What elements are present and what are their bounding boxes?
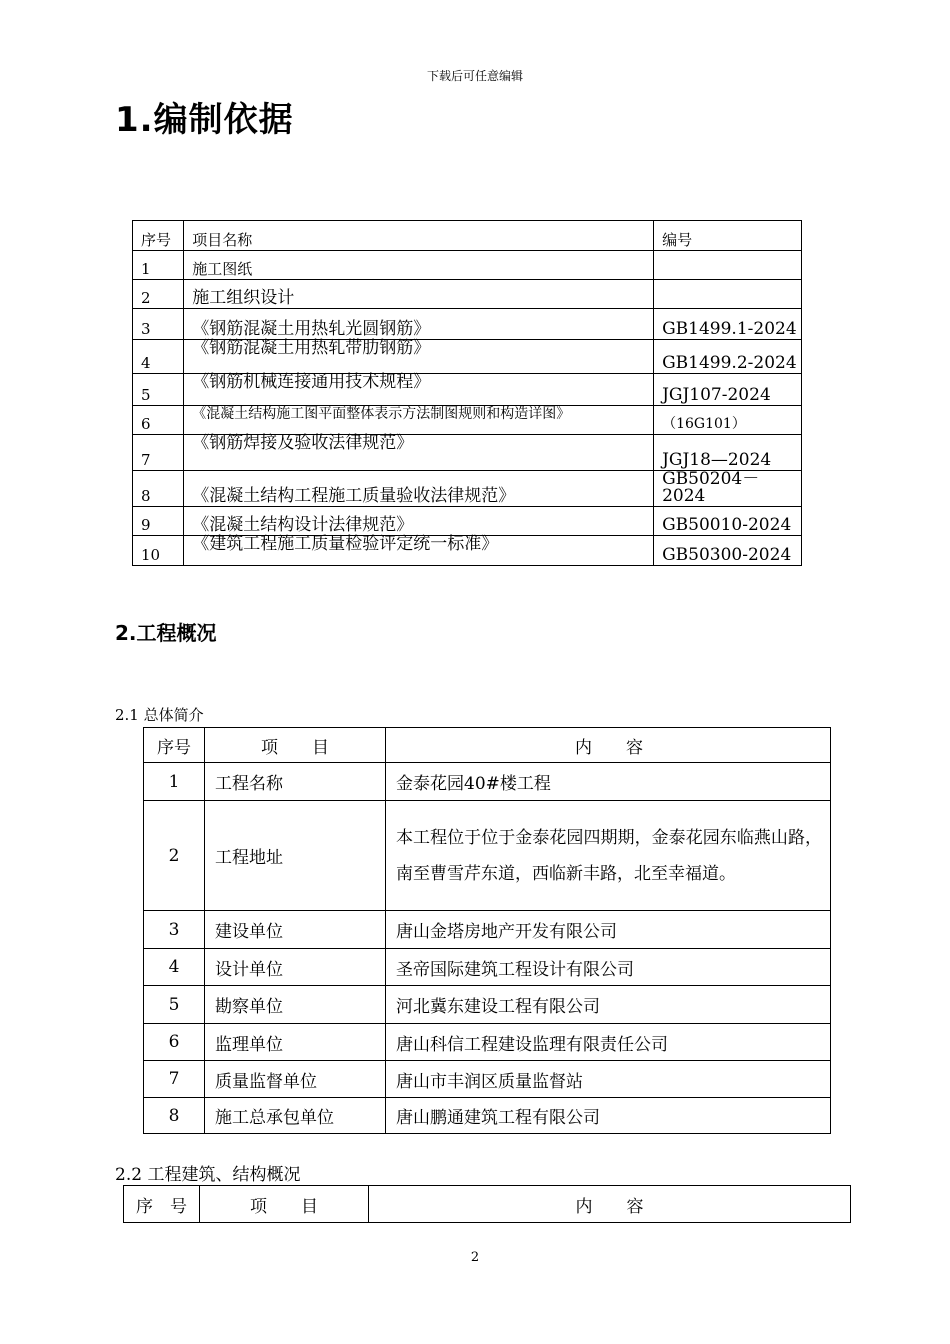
cell-no: 3 xyxy=(133,309,184,340)
cell-item: 施工总承包单位 xyxy=(205,1098,386,1134)
cell-item: 工程地址 xyxy=(205,801,386,911)
cell-content: 本工程位于位于金泰花园四期期，金泰花园东临燕山路，南至曹雪芹东道，西临新丰路，北至幸福道。 xyxy=(386,801,831,911)
cell-code xyxy=(654,280,802,309)
table-header-row xyxy=(124,1186,851,1223)
cell-no: 9 xyxy=(133,507,184,536)
cell-name: 《钢筋混凝土用热轧光圆钢筋》 xyxy=(184,309,654,340)
cell-code: GB50010-2024 xyxy=(654,507,802,536)
table-row xyxy=(133,309,802,340)
cell-name: 《钢筋混凝土用热轧带肋钢筋》 xyxy=(184,340,654,374)
cell-no: 4 xyxy=(144,949,205,986)
cell-no: 5 xyxy=(133,374,184,406)
cell-code: GB1499.2-2024 xyxy=(654,340,802,374)
table-row xyxy=(144,763,831,801)
cell-no: 2 xyxy=(144,801,205,911)
table-row xyxy=(144,801,831,911)
header-cell: 序 号 xyxy=(124,1186,200,1223)
cell-no: 4 xyxy=(133,340,184,374)
cell-content: 唐山鹏通建筑工程有限公司 xyxy=(386,1098,831,1134)
cell-item: 工程名称 xyxy=(205,763,386,801)
table-row xyxy=(133,435,802,471)
table-row xyxy=(144,911,831,949)
cell-name: 《混凝土结构设计法律规范》 xyxy=(184,507,654,536)
header-cell: 项 目 xyxy=(205,728,386,763)
page-number: 2 xyxy=(470,1250,480,1265)
cell-content: 金泰花园40#楼工程 xyxy=(386,763,831,801)
subsection-title: 2.2 工程建筑、结构概况 xyxy=(115,1165,301,1185)
table-row xyxy=(133,536,802,566)
cell-name: 《混凝土结构工程施工质量验收法律规范》 xyxy=(184,471,654,507)
table-row xyxy=(133,406,802,435)
table-row xyxy=(144,1098,831,1134)
page-header: 下载后可任意编辑 xyxy=(426,69,523,83)
cell-name: 《混凝土结构施工图平面整体表示方法制图规则和构造详图》 xyxy=(184,406,654,435)
cell-code: GB50204－2024 xyxy=(654,471,802,507)
cell-item: 设计单位 xyxy=(205,949,386,986)
cell-name: 施工组织设计 xyxy=(184,280,654,309)
cell-code: （16G101） xyxy=(654,406,802,435)
cell-item: 监理单位 xyxy=(205,1024,386,1061)
cell-code: GB1499.1-2024 xyxy=(654,309,802,340)
table-row xyxy=(133,251,802,280)
cell-name: 《建筑工程施工质量检验评定统一标准》 xyxy=(184,536,654,566)
cell-no: 1 xyxy=(144,763,205,801)
cell-code: JGJ18—2024 xyxy=(654,435,802,471)
subsection-title: 2.1 总体简介 xyxy=(115,706,204,724)
cell-content: 圣帝国际建筑工程设计有限公司 xyxy=(386,949,831,986)
cell-code: JGJ107-2024 xyxy=(654,374,802,406)
table-row xyxy=(144,1061,831,1098)
structure-table xyxy=(123,1185,851,1223)
cell-name: 施工图纸 xyxy=(184,251,654,280)
table-header-row xyxy=(133,221,802,251)
cell-no: 10 xyxy=(133,536,184,566)
table-row xyxy=(133,471,802,507)
header-cell: 项目名称 xyxy=(184,221,654,251)
table-header-row xyxy=(144,728,831,763)
cell-no: 1 xyxy=(133,251,184,280)
section1-title: 1.编制依据 xyxy=(115,100,294,140)
cell-no: 3 xyxy=(144,911,205,949)
cell-item: 勘察单位 xyxy=(205,986,386,1024)
header-cell: 内 容 xyxy=(369,1186,851,1223)
cell-content: 唐山市丰润区质量监督站 xyxy=(386,1061,831,1098)
cell-content: 河北冀东建设工程有限公司 xyxy=(386,986,831,1024)
header-cell: 项 目 xyxy=(200,1186,369,1223)
table-row xyxy=(144,1024,831,1061)
overview-table xyxy=(143,727,831,1134)
cell-no: 7 xyxy=(133,435,184,471)
cell-item: 质量监督单位 xyxy=(205,1061,386,1098)
cell-no: 8 xyxy=(144,1098,205,1134)
cell-no: 7 xyxy=(144,1061,205,1098)
cell-no: 5 xyxy=(144,986,205,1024)
table-row xyxy=(133,280,802,309)
cell-code xyxy=(654,251,802,280)
cell-name: 《钢筋机械连接通用技术规程》 xyxy=(184,374,654,406)
cell-no: 2 xyxy=(133,280,184,309)
table-row xyxy=(133,340,802,374)
cell-name: 《钢筋焊接及验收法律规范》 xyxy=(184,435,654,471)
table-row xyxy=(133,507,802,536)
table-row xyxy=(133,374,802,406)
basis-table xyxy=(132,220,802,566)
cell-code: GB50300-2024 xyxy=(654,536,802,566)
header-cell: 内 容 xyxy=(386,728,831,763)
header-cell: 编号 xyxy=(654,221,802,251)
cell-no: 6 xyxy=(133,406,184,435)
header-cell: 序号 xyxy=(133,221,184,251)
table-row xyxy=(144,949,831,986)
section2-title: 2.工程概况 xyxy=(115,621,217,645)
header-cell: 序号 xyxy=(144,728,205,763)
cell-content: 唐山金塔房地产开发有限公司 xyxy=(386,911,831,949)
table-row xyxy=(144,986,831,1024)
cell-item: 建设单位 xyxy=(205,911,386,949)
cell-no: 6 xyxy=(144,1024,205,1061)
cell-content: 唐山科信工程建设监理有限责任公司 xyxy=(386,1024,831,1061)
cell-no: 8 xyxy=(133,471,184,507)
